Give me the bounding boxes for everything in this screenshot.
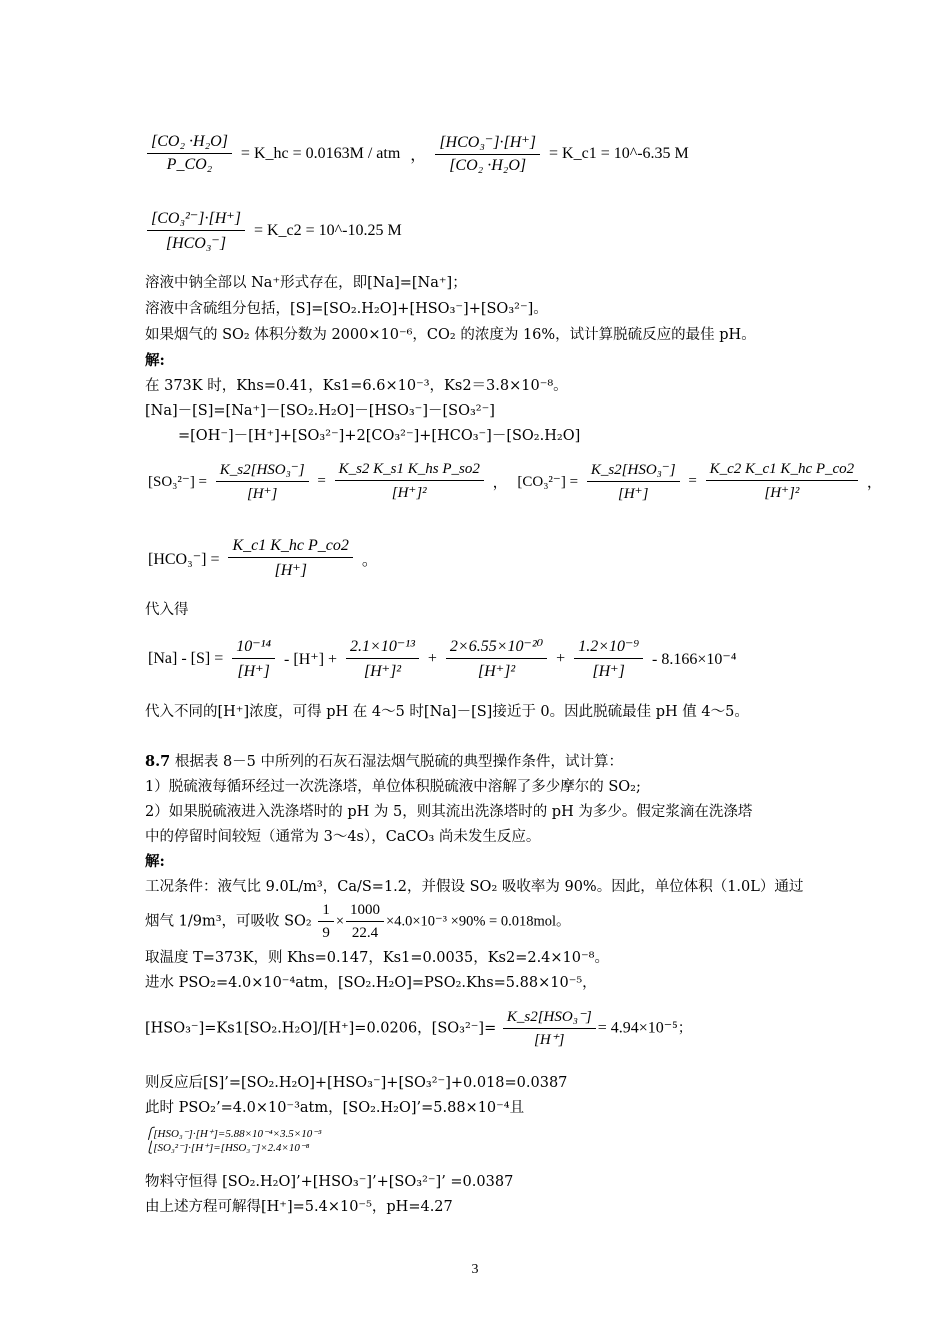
separator: ；	[677, 1020, 693, 1037]
equation-lhs: [CO₃²⁻] =	[517, 474, 579, 490]
fraction	[318, 901, 334, 942]
fraction	[346, 901, 384, 942]
fraction-numerator: 10⁻¹⁴	[232, 636, 275, 659]
fraction-numerator: K_c2 K_c1 K_hc P_co2	[706, 461, 859, 481]
fraction-denominator: [H⁺]²	[391, 485, 427, 501]
text-line: 物料守恒得 [SO₂.H₂O]’+[HSO₃⁻]’+[SO₃²⁻]’ =0.0387	[145, 1174, 514, 1190]
fraction-denominator: 22.4	[351, 925, 379, 941]
fraction-numerator: [CO₂ ·H₂O]	[147, 133, 232, 154]
text-fragment: ×4.0×10⁻³ ×90% = 0.018mol	[386, 913, 557, 930]
solution-heading: 解:	[145, 352, 165, 369]
problem-heading	[145, 752, 623, 772]
equation-na-minus-s	[145, 636, 739, 681]
text-fragment: 烟气 1/9m³，可吸收 SO₂	[145, 913, 312, 930]
plus-sign: +	[556, 649, 566, 667]
problem-text: 根据表 8－5 中所列的石灰石湿法烟气脱硫的典型操作条件，试计算：	[170, 754, 624, 770]
text-line: 在 373K 时，Khs=0.41，Ks1=6.6×10⁻³，Ks2＝3.8×10⁻⁸。	[145, 378, 568, 394]
fraction-denominator: P_CO₂	[166, 156, 213, 173]
equation-so3-co3	[145, 460, 885, 503]
text-line-with-formula	[145, 901, 571, 942]
fraction-numerator: [HCO₃⁻]·[H⁺]	[435, 132, 540, 155]
equation-hco3	[145, 537, 381, 580]
fraction-denominator: [H⁺]²	[764, 485, 800, 501]
equation-term: - [H⁺] +	[284, 650, 338, 668]
fraction-numerator: 1	[318, 901, 334, 922]
text-fragment: [HSO₃⁻]=Ks1[SO₂.H₂O]/[H⁺]=0.0206，[SO₃²⁻]=	[145, 1020, 497, 1037]
text-line: =[OH⁻]－[H⁺]+[SO₃²⁻]+2[CO₃²⁻]+[HCO₃⁻]－[SO₂.H₂O]	[178, 428, 581, 444]
equation-henry-co2	[145, 132, 692, 175]
plus-sign: +	[427, 649, 437, 667]
problem-number: 8.7	[145, 753, 171, 770]
fraction-numerator: K_s2[HSO₃⁻]	[216, 460, 309, 482]
equation-rhs: = K_c1 = 10^-6.35 M	[549, 144, 689, 162]
equation-rhs: = K_c2 = 10^-10.25 M	[253, 221, 402, 239]
fraction-numerator: 1.2×10⁻⁹	[574, 636, 643, 659]
equation-rhs: = K_hc = 0.0163M / atm	[240, 144, 401, 162]
fraction	[435, 132, 540, 175]
text-line: 2）如果脱硫液进入洗涤塔时的 pH 为 5，则其流出洗涤塔时的 pH 为多少。假定浆滴在洗涤塔	[145, 804, 753, 820]
text-line-with-formula	[145, 1008, 692, 1049]
solution-heading: 解:	[145, 853, 165, 870]
fraction	[216, 460, 309, 503]
fraction-numerator: K_s2 K_s1 K_hs P_so2	[335, 461, 484, 481]
fraction	[335, 461, 484, 502]
fraction-numerator: 1000	[346, 901, 384, 922]
text-line: 由上述方程可解得[H⁺]=5.4×10⁻⁵，pH=4.27	[145, 1199, 453, 1215]
text-line: 则反应后[S]’=[SO₂.H₂O]+[HSO₃⁻]+[SO₃²⁻]+0.018=0.0387	[145, 1075, 568, 1091]
fraction	[503, 1008, 596, 1049]
fraction-denominator: [H⁺]	[246, 486, 278, 502]
equation-lhs: [Na] - [S] =	[148, 649, 224, 667]
text-line: 进水 PSO₂=4.0×10⁻⁴atm，[SO₂.H₂O]=PSO₂.Khs=5.88×10⁻⁵，	[145, 975, 597, 991]
fraction-denominator: [HCO₃⁻]	[165, 235, 227, 252]
fraction-numerator: K_c1 K_hc P_co2	[228, 537, 352, 558]
text-line: 溶液中含硫组分包括，[S]=[SO₂.H₂O]+[HSO₃⁻]+[SO₃²⁻]。	[145, 301, 548, 317]
fraction-numerator: K_s2[HSO₃⁻]	[503, 1008, 596, 1029]
text-line: [Na]－[S]=[Na⁺]－[SO₂.H₂O]－[HSO₃⁻]－[SO₃²⁻]	[145, 403, 495, 419]
fraction	[232, 636, 275, 681]
separator: ，	[866, 475, 882, 491]
fraction-denominator: [H⁺]	[274, 562, 307, 579]
fraction-denominator: [H⁺]	[618, 486, 649, 502]
fraction-denominator: [H⁺]²	[477, 663, 516, 680]
page-number: 3	[471, 1262, 479, 1277]
equation-rhs: = 4.94×10⁻⁵	[597, 1019, 678, 1037]
equation-system-line: ⎧[HSO₃⁻]·[H⁺]=5.88×10⁻⁴×3.5×10⁻³	[145, 1128, 322, 1140]
fraction-denominator: [CO₂ ·H₂O]	[449, 157, 527, 174]
fraction-denominator: 9	[322, 925, 330, 941]
equation-system-line: ⎩[SO₃²⁻]·[H⁺]=[HSO₃⁻]×2.4×10⁻⁸	[145, 1142, 310, 1154]
fraction-numerator: [CO₃²⁻]·[H⁺]	[147, 208, 245, 231]
fraction	[587, 460, 680, 503]
equation-term: - 8.166×10⁻⁴	[652, 650, 737, 668]
text-line: 如果烟气的 SO₂ 体积分数为 2000×10⁻⁶，CO₂ 的浓度为 16%，试计算脱硫反应的最佳 pH。	[145, 327, 756, 343]
text-line: 溶液中钠全部以 Na⁺形式存在，即[Na]=[Na⁺]；	[145, 275, 467, 291]
fraction-denominator: [H⁺]	[534, 1032, 565, 1048]
fraction-denominator: [H⁺]	[592, 663, 625, 680]
fraction-denominator: [H⁺]²	[363, 663, 402, 680]
fraction	[147, 208, 245, 253]
equation-kc2	[145, 208, 405, 253]
equation-lhs: [SO₃²⁻] =	[148, 474, 208, 490]
fraction	[147, 133, 232, 174]
text-line: 代入不同的[H⁺]浓度，可得 pH 在 4～5 时[Na]－[S]接近于 0。因此脱硫最佳 pH 值 4～5。	[145, 704, 749, 720]
text-line: 中的停留时间较短（通常为 3～4s），CaCO₃ 尚未发生反应。	[145, 829, 541, 845]
fraction	[446, 636, 547, 681]
equals-sign: =	[688, 473, 697, 489]
equals-sign: =	[317, 473, 326, 489]
fraction-denominator: [H⁺]	[237, 663, 270, 680]
text-fragment: 。	[556, 913, 571, 930]
fraction-numerator: 2.1×10⁻¹³	[346, 636, 419, 659]
text-line: 代入得	[145, 602, 189, 618]
times-sign: ×	[335, 913, 345, 930]
text-line: 取温度 T=373K，则 Khs=0.147，Ks1=0.0035，Ks2=2.4×10⁻⁸。	[145, 950, 609, 966]
text-line: 1）脱硫液每循环经过一次洗涤塔，单位体积脱硫液中溶解了多少摩尔的 SO₂;	[145, 779, 641, 795]
fraction	[346, 636, 419, 681]
separator: ，	[492, 475, 508, 491]
fraction	[574, 636, 643, 681]
fraction	[228, 537, 352, 580]
text-line: 此时 PSO₂’=4.0×10⁻³atm，[SO₂.H₂O]’=5.88×10⁻⁴且	[145, 1100, 525, 1116]
equation-lhs: [HCO₃⁻] =	[148, 550, 220, 568]
fraction	[706, 461, 859, 502]
separator: 。	[361, 552, 378, 569]
fraction-numerator: K_s2[HSO₃⁻]	[587, 460, 680, 482]
text-line: 工况条件：液气比 9.0L/m³，Ca/S=1.2，并假设 SO₂ 吸收率为 90%。因此，单位体积（1.0L）通过	[145, 879, 804, 895]
fraction-numerator: 2×6.55×10⁻²⁰	[446, 636, 547, 659]
separator: ，	[410, 147, 427, 164]
